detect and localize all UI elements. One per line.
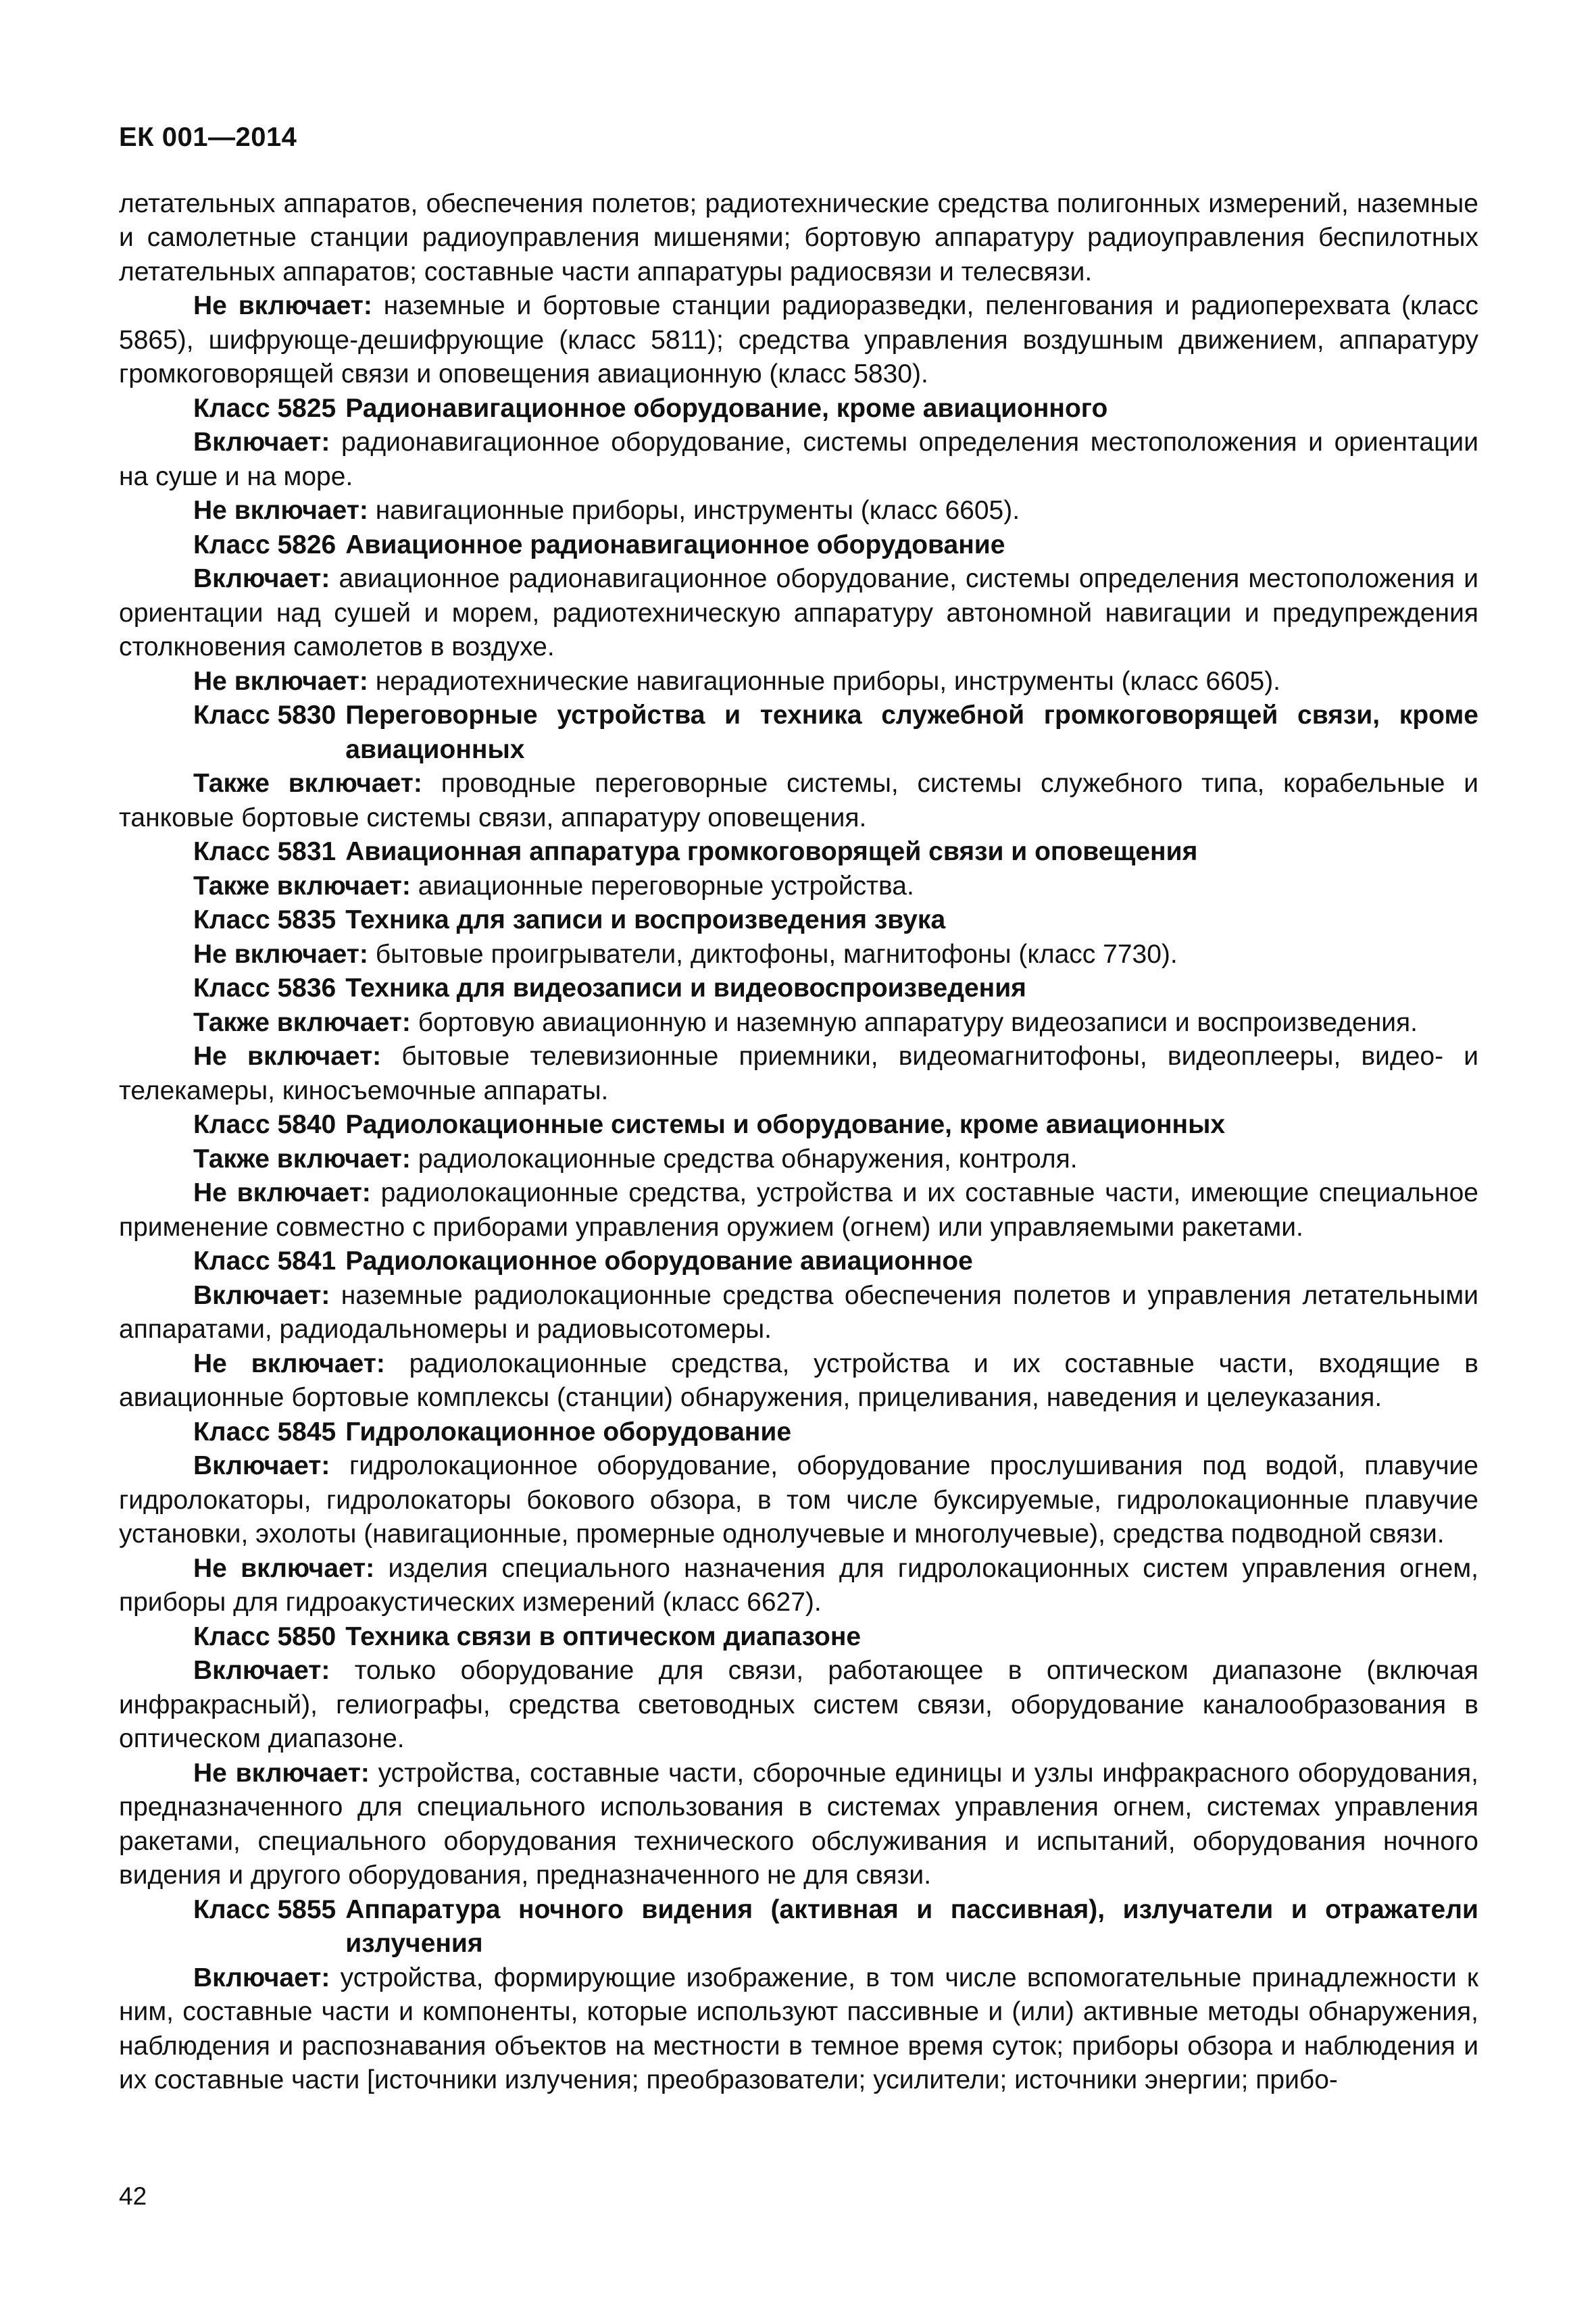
also-includes-paragraph: Также включает: авиационные переговорные устройства. [193,871,914,901]
excludes-paragraph: Не включает: устройства, составные части, сборочные единицы и узлы инфракрасного оборудования, предназначенного для специального использования в системах управления огнем, системах управления ракетами, специального оборудования технического обслуживания и испытаний, оборудования ночного видения и другого оборудования, предназначенного не для связи. [119,1758,1478,1890]
includes-paragraph: Включает: гидролокационное оборудование, оборудование прослушивания под водой, плавучие гидролокаторы, гидролокаторы бокового обзора, в том числе буксируемые, гидролокационные плавучие установки, эхолоты (навигационные, промерные однолучевые и многолучевые), средства подводной связи. [119,1451,1478,1549]
includes-paragraph: Включает: авиационное радионавигационное оборудование, системы определения местоположения и ориентации над сушей и морем, радиотехническую аппаратуру автономной навигации и предупреждения столкновения самолетов в воздухе. [119,564,1478,661]
excludes-paragraph: Не включает: навигационные приборы, инструменты (класс 6605). [193,496,1020,525]
class-heading-5831: Класс 5831 Авиационная аппаратура громкоговорящей связи и оповещения [193,837,1198,866]
excludes-label: Не включает: [193,939,368,969]
class-heading-5830: Класс 5830 Переговорные устройства и техника служебной громкоговорящей связи, кроме авиационных [193,701,1478,764]
excludes-label: Не включает: [193,666,368,696]
page-number: 42 [119,2182,147,2210]
excludes-label: Не включает: [193,1349,385,1378]
includes-label: Включает: [193,1656,330,1685]
excludes-label: Не включает: [193,1178,371,1207]
includes-label: Включает: [193,1451,330,1480]
includes-label: Включает: [193,1280,330,1310]
includes-label: Включает: [193,1963,330,1992]
class-heading-5855: Класс 5855 Аппаратура ночного видения (активная и пассивная), излучатели и отражатели излучения [193,1894,1478,1958]
class-heading-5825: Класс 5825 Радионавигационное оборудование, кроме авиационного [193,393,1108,423]
includes-paragraph: Включает: наземные радиолокационные средства обеспечения полетов и управления летательными аппаратами, радиодальномеры и радиовысотомеры. [119,1280,1478,1344]
includes-label: Включает: [193,428,330,457]
class-heading-5845: Класс 5845 Гидролокационное оборудование [193,1417,792,1447]
class-heading-5826: Класс 5826 Авиационное радионавигационное оборудование [193,530,1005,559]
document-page [119,120,1478,2098]
class-heading-5841: Класс 5841 Радиолокационное оборудование авиационное [193,1247,973,1276]
excludes-paragraph: Не включает: бытовые телевизионные приемники, видеомагнитофоны, видеоплееры, видео- и телекамеры, киносъемочные аппараты. [119,1042,1479,1105]
also-includes-label: Также включает: [193,769,422,798]
also-includes-paragraph: Также включает: проводные переговорные системы, системы служебного типа, корабельные и танковые бортовые системы связи, аппаратуру оповещения. [119,769,1478,832]
excludes-label: Не включает: [193,1042,382,1071]
excludes-paragraph: Не включает: изделия специального назначения для гидролокационных систем управления огнем, приборы для гидроакустических измерений (класс 6627). [119,1553,1478,1617]
includes-paragraph: Включает: устройства, формирующие изображение, в том числе вспомогательные принадлежности к ним, составные части и компоненты, которые используют пассивные и (или) активные методы обнаружения, наблюдения и распознавания объектов на местности в темное время суток; приборы обзора и наблюдения и их составные части [источники излучения; преобразователи; усилители; источники энергии; прибо- [119,1963,1478,2094]
excludes-label: Не включает: [193,1758,370,1788]
also-includes-paragraph: Также включает: бортовую авиационную и наземную аппаратуру видеозаписи и воспроизведения. [193,1007,1418,1037]
excludes-paragraph: Не включает: наземные и бортовые станции радиоразведки, пеленгования и радиоперехвата (класс 5865), шифрующе-дешифрующие (класс 5811); средства управления воздушным движением, аппаратуру громкоговорящей связи и оповещения авиационную (класс 5830). [119,291,1478,388]
class-heading-5835: Класс 5835 Техника для записи и воспроизведения звука [193,905,946,934]
excludes-paragraph: Не включает: радиолокационные средства, устройства и их составные части, входящие в авиационные бортовые комплексы (станции) обнаружения, прицеливания, наведения и целеуказания. [119,1349,1478,1412]
includes-label: Включает: [193,564,330,593]
excludes-label: Не включает: [193,291,372,320]
also-includes-label: Также включает: [193,1007,411,1037]
class-heading-5836: Класс 5836 Техника для видеозаписи и видеовоспроизведения [193,974,1026,1003]
includes-paragraph: Включает: радионавигационное оборудование, системы определения местоположения и ориентации на суше и на море. [119,428,1478,491]
excludes-label: Не включает: [193,496,368,525]
excludes-label: Не включает: [193,1553,375,1583]
paragraph-continuation: летательных аппаратов, обеспечения полетов; радиотехнические средства полигонных измерений, наземные и самолетные станции радиоуправления мишенями; бортовую аппаратуру радиоуправления беспилотных летательных аппаратов; составные части аппаратуры радиосвязи и телесвязи. [119,188,1478,286]
excludes-paragraph: Не включает: нерадиотехнические навигационные приборы, инструменты (класс 6605). [193,666,1281,696]
also-includes-paragraph: Также включает: радиолокационные средства обнаружения, контроля. [193,1144,1078,1174]
also-includes-label: Также включает: [193,871,411,901]
excludes-paragraph: Не включает: бытовые проигрыватели, диктофоны, магнитофоны (класс 7730). [193,939,1178,969]
class-heading-5840: Класс 5840 Радиолокационные системы и оборудование, кроме авиационных [193,1110,1226,1139]
class-heading-5850: Класс 5850 Техника связи в оптическом диапазоне [193,1621,862,1651]
includes-paragraph: Включает: только оборудование для связи, работающее в оптическом диапазоне (включая инфракрасный), гелиографы, средства световодных систем связи, оборудование каналообразования в оптическом диапазоне. [119,1656,1479,1753]
also-includes-label: Также включает: [193,1144,411,1174]
excludes-paragraph: Не включает: радиолокационные средства, устройства и их составные части, имеющие специальное применение совместно с приборами управления оружием (огнем) или управляемыми ракетами. [119,1178,1478,1242]
document-header: ЕК 001—2014 [119,122,297,152]
